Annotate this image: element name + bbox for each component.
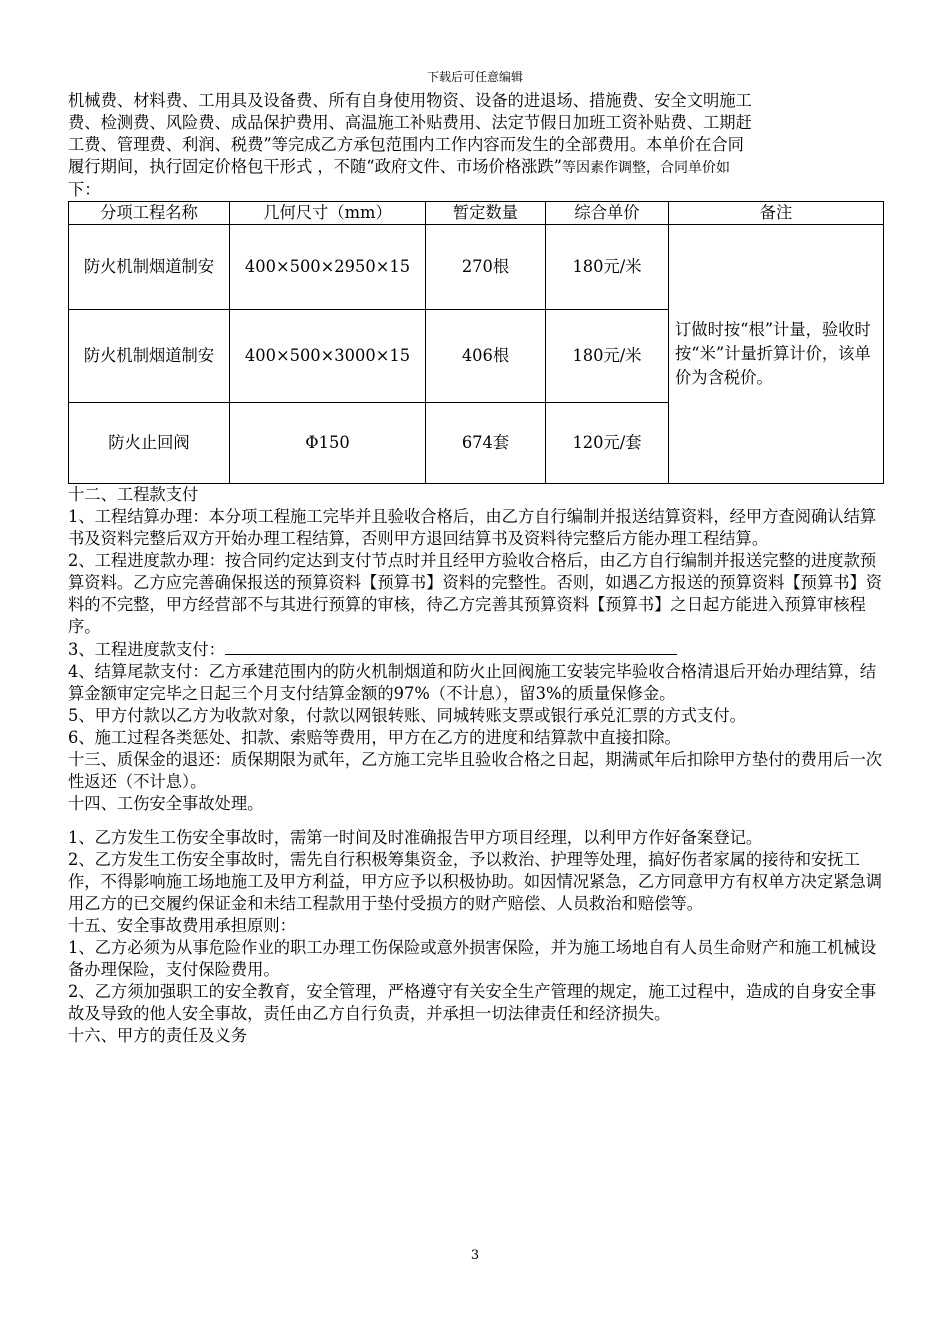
section-15-title: 十五、安全事故费用承担原则： — [68, 916, 296, 935]
section-12-title: 十二、工程款支付 — [68, 485, 199, 504]
section-14-para-1: 1、乙方发生工伤安全事故时，需第一时间及时准确报告甲方项目经理，以利甲方作好备案登记。 — [68, 828, 763, 847]
table-header-cell: 几何尺寸（mm） — [230, 202, 426, 225]
table-header-cell: 暂定数量 — [426, 202, 546, 225]
table-row — [69, 225, 884, 310]
intro-line-4 — [68, 156, 883, 179]
remarks-cell: 订做时按“根”计量，验收时按“米”计量折算计价，该单价为含税价。 — [669, 225, 884, 484]
section-15-para-1: 1、乙方必须为从事危险作业的职工办理工伤保险或意外损害保险，并为施工场地自有人员生命财产和施工机械设备办理保险，支付保险费用。 — [68, 938, 877, 979]
table-header-row — [69, 202, 884, 225]
table-header-cell: 综合单价 — [546, 202, 669, 225]
section-12-para-1: 1、工程结算办理：本分项工程施工完毕并且验收合格后，由乙方自行编制并报送结算资料，经甲方查阅确认结算书及资料完整后双方开始办理工程结算，否则甲方退回结算书及资料待完整后方能办理工程结算。 — [68, 507, 877, 548]
fill-in-blank-line — [225, 638, 677, 655]
item-size-cell: 400×500×2950×15 — [230, 225, 426, 310]
item-qty-cell: 674套 — [426, 403, 546, 484]
page-number: 3 — [470, 1248, 480, 1263]
intro-line-3: 工费、管理费、利润、税费”等完成乙方承包范围内工作内容而发生的全部费用。本单价在合同 — [68, 135, 744, 154]
intro-line-2: 费、检测费、风险费、成品保护费用、高温施工补贴费用、法定节假日加班工资补贴费、工期赶 — [68, 113, 752, 132]
item-name-cell: 防火机制烟道制安 — [69, 310, 230, 403]
section-12-para-4: 4、结算尾款支付：乙方承建范围内的防火机制烟道和防火止回阀施工安装完毕验收合格清退后开始办理结算，结算金额审定完毕之日起三个月支付结算金额的97%（不计息），留3%的质量保修金。 — [68, 662, 877, 703]
item-size-cell: Φ150 — [230, 403, 426, 484]
section-12-para-3 — [68, 638, 883, 661]
item-qty-cell: 270根 — [426, 225, 546, 310]
section-14-title: 十四、工伤安全事故处理。 — [68, 794, 264, 813]
spacer — [68, 815, 883, 827]
section-12-para-3-label: 3、工程进度款支付： — [68, 640, 225, 659]
table-header-cell: 分项工程名称 — [69, 202, 230, 225]
item-qty-cell: 406根 — [426, 310, 546, 403]
section-16-title: 十六、甲方的责任及义务 — [68, 1026, 248, 1045]
item-price-cell: 180元/米 — [546, 225, 669, 310]
section-13-text: 十三、质保金的退还：质保期限为贰年，乙方施工完毕且验收合格之日起，期满贰年后扣除甲方垫付的费用后一次性返还（不计息）。 — [68, 750, 883, 791]
section-12-para-2: 2、工程进度款办理：按合同约定达到支付节点时并且经甲方验收合格后，由乙方自行编制并报送完整的进度款预算资料。乙方应完善确保报送的预算资料【预算书】资料的完整性。否则，如遇乙方报送的预算资料【预算书】资料的不完整，甲方经营部不与其进行预算的审核，待乙方完善其预算资料【预算书】之日起方能进入预算审核程序。 — [68, 551, 883, 636]
item-size-cell: 400×500×3000×15 — [230, 310, 426, 403]
table-header-cell: 备注 — [669, 202, 884, 225]
item-price-cell: 120元/套 — [546, 403, 669, 484]
section-12-para-5: 5、甲方付款以乙方为收款对象，付款以网银转账、同城转账支票或银行承兑汇票的方式支付。 — [68, 706, 746, 725]
price-table — [68, 201, 884, 484]
section-12-para-6: 6、施工过程各类惩处、扣款、索赔等费用，甲方在乙方的进度和结算款中直接扣除。 — [68, 728, 681, 747]
intro-line-4-small: 等因素作调整，合同单价如 — [561, 160, 730, 176]
intro-line-4-main: 履行期间，执行固定价格包干形式 ，不随“政府文件、市场价格涨跌” — [68, 157, 562, 176]
item-name-cell: 防火机制烟道制安 — [69, 225, 230, 310]
document-body — [68, 90, 883, 1047]
item-price-cell: 180元/米 — [546, 310, 669, 403]
page-header: 下载后可任意编辑 — [426, 70, 523, 84]
intro-line-1: 机械费、材料费、工用具及设备费、所有自身使用物资、设备的进退场、措施费、安全文明施工 — [68, 91, 752, 110]
section-14-para-2: 2、乙方发生工伤安全事故时，需先自行积极筹集资金，予以救治、护理等处理，搞好伤者家属的接待和安抚工作，不得影响施工场地施工及甲方利益，甲方应予以积极协助。如因情况紧急，乙方同意甲方有权单方决定紧急调用乙方的已交履约保证金和未结工程款用于垫付受损方的财产赔偿、人员救治和赔偿等。 — [68, 850, 883, 913]
intro-line-5: 下： — [68, 180, 101, 199]
item-name-cell: 防火止回阀 — [69, 403, 230, 484]
section-15-para-2: 2、乙方须加强职工的安全教育，安全管理，严格遵守有关安全生产管理的规定，施工过程中，造成的自身安全事故及导致的他人安全事故，责任由乙方自行负责，并承担一切法律责任和经济损失。 — [68, 982, 877, 1023]
